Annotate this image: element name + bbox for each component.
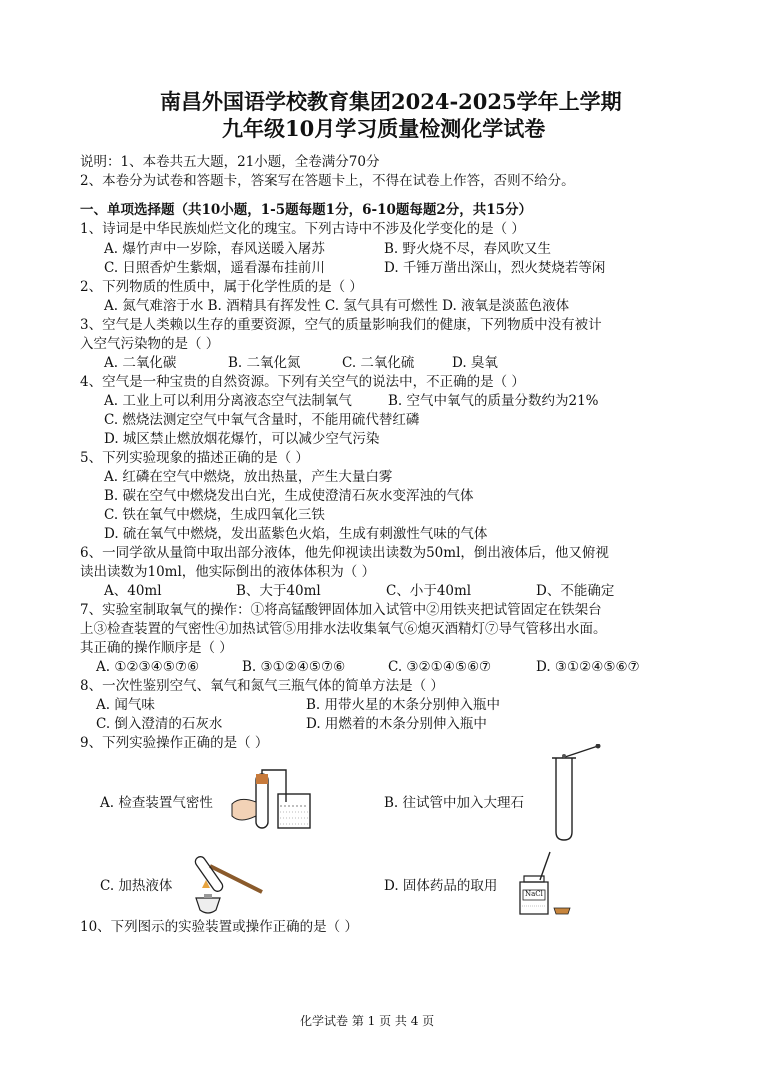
q1-option-b: B. 野火烧不尽，春风吹又生 — [384, 241, 552, 257]
q7-option-a: A. ①②③④⑤⑦⑥ — [96, 659, 200, 675]
nacl-label: NaCl — [525, 890, 543, 898]
q6-stem-line-1: 6、一同学欲从量筒中取出部分液体，他先仰视读出读数为50ml，倒出液体后，他又俯视 — [80, 545, 609, 561]
q9-stem: 9、下列实验操作正确的是（ ） — [80, 735, 269, 751]
q9-option-d: D. 固体药品的取用 — [384, 878, 498, 894]
q7-option-d: D. ③①②④⑤⑥⑦ — [536, 659, 640, 675]
title-line-2: 九年级10月学习质量检测化学试卷 — [222, 116, 546, 141]
q4-stem: 4、空气是一种宝贵的自然资源。下列有关空气的说法中，不正确的是（ ） — [80, 374, 525, 390]
q4-option-a: A. 工业上可以利用分离液态空气法制氧气 — [104, 393, 352, 409]
section-1-heading: 一、单项选择题（共10小题，1-5题每题1分，6-10题每题2分，共15分） — [80, 202, 533, 218]
q8-option-a: A. 闻气味 — [96, 697, 155, 713]
q3-option-b: B. 二氧化氮 — [228, 355, 301, 371]
q6-option-d: D、不能确定 — [536, 583, 615, 599]
q3-option-c: C. 二氧化硫 — [342, 355, 415, 371]
q8-option-b: B. 用带火星的木条分别伸入瓶中 — [306, 697, 501, 713]
q5-stem: 5、下列实验现象的描述正确的是（ ） — [80, 450, 309, 466]
heating-liquid-figure — [180, 848, 268, 918]
q6-option-c: C、小于40ml — [386, 583, 472, 599]
q1-option-a: A. 爆竹声中一岁除，春风送暖入屠苏 — [104, 241, 325, 257]
q5-option-a: A. 红磷在空气中燃烧，放出热量，产生大量白雾 — [104, 469, 393, 485]
q3-option-a: A. 二氧化碳 — [104, 355, 177, 371]
q1-option-d: D. 千锤万凿出深山，烈火焚烧若等闲 — [384, 260, 606, 276]
q3-option-d: D. 臭氧 — [452, 355, 498, 371]
q4-option-b: B. 空气中氧气的质量分数约为21% — [388, 393, 599, 409]
add-marble-figure — [540, 744, 610, 844]
q8-stem: 8、一次性鉴别空气、氧气和氮气三瓶气体的简单方法是（ ） — [80, 678, 444, 694]
q5-option-c: C. 铁在氧气中燃烧，生成四氧化三铁 — [104, 507, 325, 523]
q5-option-d: D. 硫在氧气中燃烧，发出蓝紫色火焰，生成有刺激性气味的气体 — [104, 526, 488, 542]
q3-stem-line-1: 3、空气是人类赖以生存的重要资源，空气的质量影响我们的健康，下列物质中没有被计 — [80, 317, 602, 333]
q6-option-a: A、40ml — [104, 583, 162, 599]
q6-stem-line-2: 读出读数为10ml，他实际倒出的液体体积为（ ） — [80, 564, 376, 580]
note-1: 说明：1、本卷共五大题，21小题，全卷满分70分 — [80, 154, 380, 170]
q6-option-b: B、大于40ml — [236, 583, 321, 599]
q3-stem-line-2: 入空气污染物的是（ ） — [80, 336, 220, 352]
q7-option-c: C. ③②①④⑤⑥⑦ — [388, 659, 492, 675]
q4-option-c: C. 燃烧法测定空气中氧气含量时，不能用硫代替红磷 — [104, 412, 420, 428]
solid-reagent-figure — [514, 850, 574, 918]
q10-stem: 10、下列图示的实验装置或操作正确的是（ ） — [80, 919, 358, 935]
q8-option-c: C. 倒入澄清的石灰水 — [96, 716, 223, 732]
airtightness-check-figure — [226, 768, 318, 832]
q8-option-d: D. 用燃着的木条分别伸入瓶中 — [306, 716, 487, 732]
q5-option-b: B. 碳在空气中燃烧发出白光，生成使澄清石灰水变浑浊的气体 — [104, 488, 474, 504]
q1-option-c: C. 日照香炉生紫烟，遥看瀑布挂前川 — [104, 260, 325, 276]
q2-options: A. 氮气难溶于水 B. 酒精具有挥发性 C. 氢气具有可燃性 D. 液氧是淡蓝色液体 — [104, 298, 570, 314]
q7-stem-line-2: 上③检查装置的气密性④加热试管⑤用排水法收集氧气⑥熄灭酒精灯⑦导气管移出水面。 — [80, 621, 607, 637]
q9-option-b: B. 往试管中加入大理石 — [384, 795, 525, 811]
q7-stem-line-1: 7、实验室制取氧气的操作：①将高锰酸钾固体加入试管中②用铁夹把试管固定在铁架台 — [80, 602, 602, 618]
q1-stem: 1、诗词是中华民族灿烂文化的瑰宝。下列古诗中不涉及化学变化的是（ ） — [80, 221, 525, 237]
note-2: 2、本卷分为试卷和答题卡，答案写在答题卡上，不得在试卷上作答，否则不给分。 — [80, 173, 575, 189]
q7-stem-line-3: 其正确的操作顺序是（ ） — [80, 640, 233, 656]
q4-option-d: D. 城区禁止燃放烟花爆竹，可以减少空气污染 — [104, 431, 380, 447]
title-line-1: 南昌外国语学校教育集团2024-2025学年上学期 — [160, 89, 622, 114]
q7-option-b: B. ③①②④⑤⑦⑥ — [242, 659, 346, 675]
q9-option-a: A. 检查装置气密性 — [100, 795, 213, 811]
q2-stem: 2、下列物质的性质中，属于化学性质的是（ ） — [80, 279, 363, 295]
page-footer: 化学试卷 第 1 页 共 4 页 — [300, 1014, 435, 1028]
q9-option-c: C. 加热液体 — [100, 878, 173, 894]
